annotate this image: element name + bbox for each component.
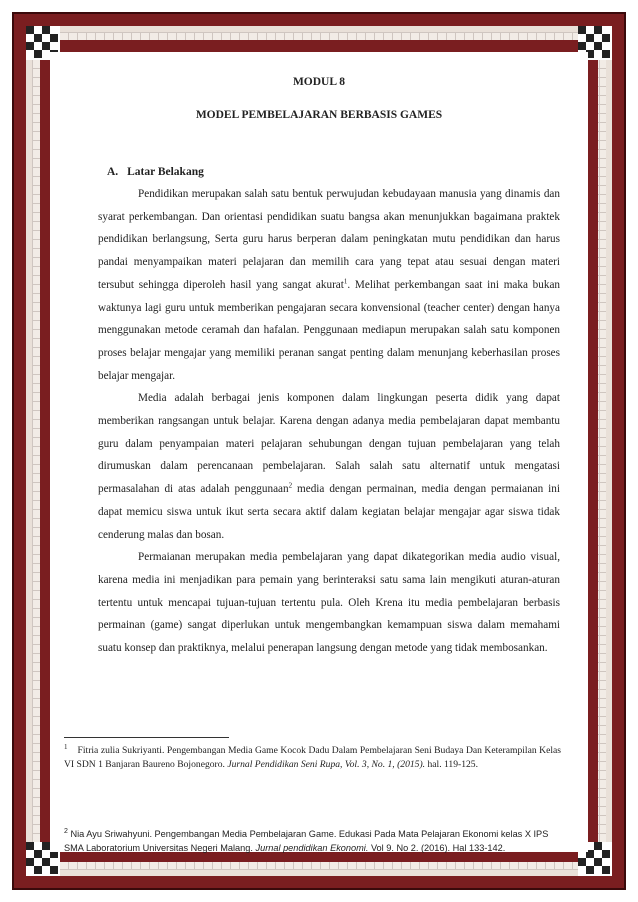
footnote-journal: Jurnal Pendidikan Seni Rupa, Vol. 3, No. 1, (2015).	[227, 759, 426, 770]
paragraph: Permaianan merupakan media pembelajaran yang dapat dikategorikan media audio visual, karena media ini menjadikan para pemain yang berinteraksi satu sama lain mengikuti aturan-aturan tertentu untuk mencapai tujuan-tujuan tertentu pula. Oleh Krena itu media pembelajaran berbasis permainan (game) sangat diperlukan untuk mengembangkan kemampuan siswa dalam memahami suatu konsep dan praktiknya, melalui penerapan langsung dengan metode yang tidak membosankan.	[98, 551, 560, 655]
paragraph: Pendidikan merupakan salah satu bentuk perwujudan kebudayaan manusia yang dinamis dan syarat perkembangan. Dan orientasi pendidikan suatu bangsa akan menunjukkan bagaimana praktek pendidikan berlangsung, Serta guru harus berperan dalam peningkatan mutu pendidikan dan harus pandai menyampaikan materi pelajaran dan memilih cara yang tepat atau sesuai dengan materi tersubut sehingga diperoleh hasil yang sangat akurat$^1$. Melihat perkembangan saat ini maka bukan waktunya lagi guru untuk memberikan pengajaran secara konvensional (teacher center) dengan hanya menggunakan metode ceramah dan hafalan. Penggunaan mediapun merupakan salah satu komponen proses belajar mengajar yang memiliki peranan sangat penting dalam menunjang keberhasilan proses belajar mengajar.	[98, 188, 560, 382]
footnote-number: 2	[64, 827, 68, 835]
footnote-separator	[64, 737, 229, 738]
section-title: Latar Belakang	[127, 166, 204, 178]
section-heading	[107, 166, 204, 178]
footnote-1: $^1$ Fitria zulia Sukriyanti. Pengembangan Media Game Kocok Dadu Dalam Pembelajaran Seni Budaya Dan Keterampilan Kelas VI SDN 1 Banjaran Baureno Bojonegoro. Jurnal Pendidikan Seni Rupa, Vol. 3, No. 1, (2015). hal. 119-125.	[64, 742, 561, 770]
page-content	[50, 52, 588, 852]
module-label: MODUL 8	[292, 76, 346, 88]
footnote-2: $^2$ Nia Ayu Sriwahyuni. Pengembangan Media Pembelajaran Game. Edukasi Pada Mata Pelajaran Ekonomi kelas X IPS SMA Laboratorium Universitas Negeri Malang. Jurnal pendidikan Ekonomi. Vol 9. No 2. (2016). Hal 133-142.	[64, 827, 549, 853]
footnote-ref[interactable]: 1	[343, 277, 348, 286]
module-title: MODEL PEMBELAJARAN BERBASIS GAMES	[195, 109, 443, 121]
body-text	[98, 183, 560, 660]
footnote-ref[interactable]: 2	[288, 481, 293, 490]
section-number: A.	[107, 166, 119, 178]
footnote-number: 1	[64, 742, 68, 751]
footnote-journal: Jurnal pendidikan Ekonomi.	[255, 843, 369, 853]
paragraph: Media adalah berbagai jenis komponen dalam lingkungan peserta didik yang dapat memberikan rangsangan untuk belajar. Karena dengan adanya media pembelajaran dapat membantu guru dalam penyampaian materi pelajaran sehubungan dengan tujuan pembelajaran yang telah dirumuskan dalam perencanaan pembelajaran. Salah salah satu alternatif untuk mengatasi permasalahan di atas adalah penggunaan$^2$ media dengan permainan, media dengan permaianan ini dapat memicu siswa untuk ikut serta secara aktif dalam kegiatan belajar mengajar agar siswa tidak cenderung malas dan bosan.	[98, 392, 560, 541]
